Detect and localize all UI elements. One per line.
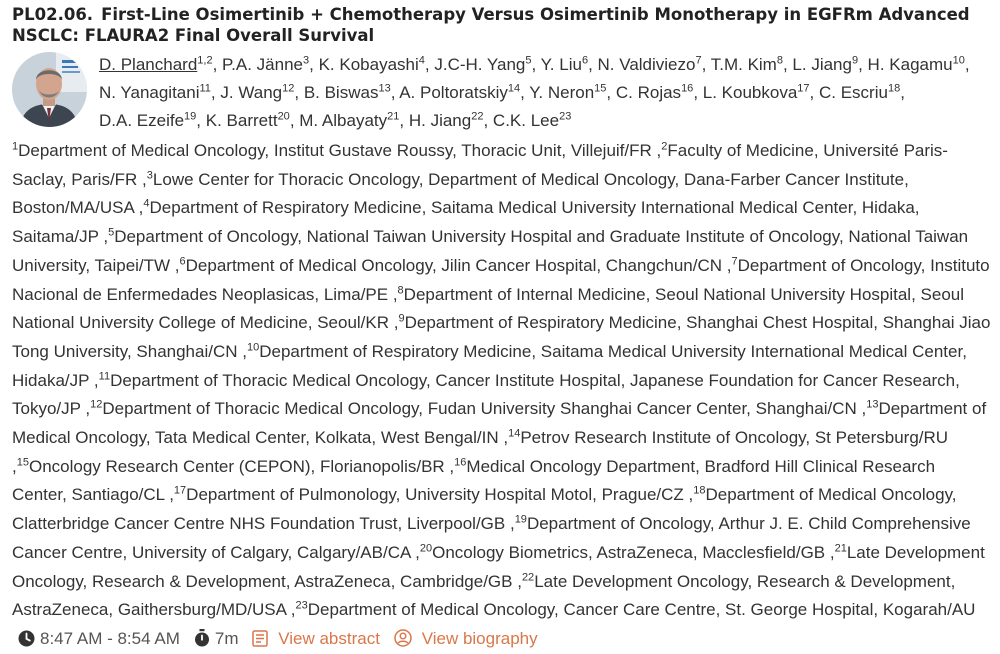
author xyxy=(792,55,858,74)
session-title xyxy=(12,4,992,46)
author-affiliation-number: 8 xyxy=(776,54,783,67)
author xyxy=(222,55,309,74)
author xyxy=(99,83,211,102)
author xyxy=(868,55,965,74)
affiliation-number: 5 xyxy=(108,226,115,239)
author-name: A. Poltoratskiy xyxy=(399,83,508,102)
affiliation-text: Department of Oncology, National Taiwan University Hospital and Graduate Institute of Oncology, National Taiwan University, Taipei/TW xyxy=(12,227,969,275)
stopwatch-icon xyxy=(194,629,210,647)
session-code: PL02.06. xyxy=(12,5,94,24)
author-affiliation-number: 7 xyxy=(695,54,702,67)
affiliation-text: Medical Oncology Department, Bradford Hill Clinical Research Center, Santiago/CL xyxy=(12,456,936,505)
session-meta xyxy=(18,629,538,648)
presenter-photo xyxy=(12,52,87,127)
author-affiliation-number: 12 xyxy=(282,82,295,95)
author-name: K. Barrett xyxy=(205,111,278,130)
time-slot xyxy=(18,629,180,648)
author xyxy=(819,83,900,102)
affiliation-number: 7 xyxy=(731,255,738,268)
affiliation-number: 20 xyxy=(419,542,433,555)
affiliation-item xyxy=(174,485,684,504)
clock-icon xyxy=(18,630,35,647)
affiliation-text: Late Development Oncology, Research & Development, AstraZeneca, Cambridge/GB xyxy=(12,542,985,591)
author xyxy=(399,83,520,102)
affiliation-number: 4 xyxy=(143,197,150,210)
author-name: C. Rojas xyxy=(615,83,682,102)
author-affiliation-number: 18 xyxy=(887,82,901,95)
author-affiliation-number: 23 xyxy=(559,110,572,123)
affiliation-number: 23 xyxy=(295,599,308,612)
time-text: 8:47 AM - 8:54 AM xyxy=(40,628,180,648)
author-name: T.M. Kim xyxy=(710,55,777,74)
person-circle-icon xyxy=(394,629,412,647)
affiliation-text: Late Development Oncology, Research & Development, AstraZeneca, Gaithersburg/MD/USA xyxy=(12,571,956,620)
author-list: D. Planchard$^{1,2}$, P.A. Jänne$^3$, K. Kobayashi$^4$, J.C-H. Yang$^5$, Y. Liu$^6$, N. Valdiviezo$^7$, T.M. Kim$^8$, L. Jiang$^9$, H. Kagamu$^{10}$, N. Yanagitani$^{11}$, J. Wang$^{12}$, B. Biswas$^{13}$, A. Poltoratskiy$^{14}$, Y. Neron$^{15}$, C. Rojas$^{16}$, L. Koubkova$^{17}$, C. Escriu$^{18}$, D.A. Ezeife$^{19}$, K. Barrett$^{20}$, M. Albayaty$^{21}$, H. Jiang$^{22}$, C.K. Lee$^{23}$ xyxy=(99,54,970,130)
author-affiliation-number: 15 xyxy=(594,82,607,95)
author-name: L. Jiang xyxy=(792,55,852,74)
author xyxy=(99,111,196,130)
author-name: P.A. Jänne xyxy=(222,55,304,74)
author-name: M. Albayaty xyxy=(299,111,388,130)
affiliation-text: Department of Pulmonology, University Hospital Motol, Prague/CZ xyxy=(186,485,684,505)
affiliations xyxy=(12,137,992,654)
affiliation-text: Department of Respiratory Medicine, Saitama Medical University International Medical Center, Hidaka, Saitama/JP xyxy=(12,198,920,247)
duration-text: 7m xyxy=(214,628,239,648)
view-abstract-label: View abstract xyxy=(278,628,380,648)
author xyxy=(711,55,783,74)
affiliation-number: 6 xyxy=(179,255,186,268)
author-name: K. Kobayashi xyxy=(318,55,419,74)
affiliation-text: Department of Oncology, Instituto Nacional de Enfermedades Neoplasicas, Lima/PE xyxy=(12,255,990,304)
author-name: N. Yanagitani xyxy=(99,83,200,102)
author-affiliation-number: 20 xyxy=(277,110,290,123)
author xyxy=(529,83,606,102)
view-biography-label: View biography xyxy=(421,628,538,648)
authors-row xyxy=(12,51,992,135)
affiliation-text: Department of Medical Oncology, Clatterbridge Cancer Centre NHS Foundation Trust, Liverpool/GB xyxy=(12,485,957,534)
affiliation-text: Department of Medical Oncology, Tata Medical Center, Kolkata, West Bengal/IN xyxy=(12,399,987,448)
author-affiliation-number: 6 xyxy=(581,54,589,67)
affiliation-number: 9 xyxy=(398,312,405,325)
author-name: H. Kagamu xyxy=(867,55,953,74)
affiliation-number: 21 xyxy=(834,542,847,555)
affiliation-number: 17 xyxy=(173,484,187,497)
session-title-text: First-Line Osimertinib + Chemotherapy Versus Osimertinib Monotherapy in EGFRm Advanced NSCLC: FLAURA2 Final Overall Survival xyxy=(12,5,970,45)
author-affiliation-number: 3 xyxy=(303,54,310,67)
author xyxy=(220,83,294,102)
affiliation-text: Department of Respiratory Medicine, Shanghai Chest Hospital, Shanghai Jiao Tong University, Shanghai/CN xyxy=(12,313,991,361)
affiliation-number: 1 xyxy=(12,140,19,153)
affiliation-item xyxy=(17,457,445,476)
presenter-author xyxy=(99,55,213,74)
duration xyxy=(194,629,239,648)
author-name: L. Koubkova xyxy=(702,83,798,102)
affiliation-item xyxy=(180,256,723,275)
author-affiliation-number: 9 xyxy=(851,54,859,67)
presenter-avatar xyxy=(12,52,87,127)
author-name: H. Jiang xyxy=(408,111,472,130)
affiliation-item xyxy=(420,543,825,562)
affiliation-number: 8 xyxy=(397,283,404,296)
author-name: J. Wang xyxy=(220,83,283,102)
affiliation-number: 14 xyxy=(508,427,521,440)
author-affiliation-number: 21 xyxy=(387,110,400,123)
author xyxy=(206,111,290,130)
affiliation-number: 19 xyxy=(514,513,527,526)
affiliation-text: Petrov Research Institute of Oncology, St Petersburg/RU xyxy=(520,428,949,448)
affiliation-text: Department of Respiratory Medicine, Saitama Medical University International Medical Center, Hidaka/JP xyxy=(12,341,967,390)
author xyxy=(616,83,693,102)
author xyxy=(299,111,399,130)
author xyxy=(493,111,571,130)
affiliation-item xyxy=(90,399,857,418)
affiliation-item xyxy=(508,428,948,447)
author-name: J.C-H. Yang xyxy=(434,55,526,74)
affiliation-number: 22 xyxy=(521,570,535,583)
author-affiliation-number: 1,2 xyxy=(197,54,213,67)
affiliation-item xyxy=(12,141,652,160)
affiliation-text: Department of Thoracic Medical Oncology, Fudan University Shanghai Cancer Center, Shanghai/CN xyxy=(102,399,857,419)
affiliation-number: 11 xyxy=(98,369,111,382)
affiliation-text: Department of Thoracic Medical Oncology, Cancer Institute Hospital, Japanese Foundation for Cancer Research, Tokyo/JP xyxy=(12,370,960,419)
affiliation-text: Oncology Research Center (CEPON), Florianopolis/BR xyxy=(28,456,445,476)
affiliation-number: 16 xyxy=(454,456,467,469)
author-name: D. Planchard xyxy=(99,55,198,74)
affiliation-number: 2 xyxy=(661,140,668,153)
author-affiliation-number: 17 xyxy=(797,82,810,95)
author-affiliation-number: 11 xyxy=(199,82,211,95)
author-name: B. Biswas xyxy=(303,83,379,102)
affiliation-number: 12 xyxy=(90,398,103,411)
affiliation-text: Faculty of Medicine, Université Paris-Saclay, Paris/FR xyxy=(12,141,948,189)
author-name: C. Escriu xyxy=(818,83,888,102)
author xyxy=(319,55,425,74)
author-affiliation-number: 4 xyxy=(418,54,425,67)
author xyxy=(434,55,531,74)
author-affiliation-number: 14 xyxy=(507,82,521,95)
author-name: Y. Neron xyxy=(529,83,595,102)
author-affiliation-number: 10 xyxy=(952,54,965,67)
author xyxy=(598,55,702,74)
affiliation-text: Department of Medical Oncology, Institut Gustave Roussy, Thoracic Unit, Villejuif/FR xyxy=(18,141,652,160)
affiliation-text: Lowe Center for Thoracic Oncology, Department of Medical Oncology, Dana-Farber Cancer Institute, Boston/MA/USA xyxy=(12,169,909,218)
author xyxy=(304,83,391,102)
author-affiliation-number: 19 xyxy=(184,110,197,123)
author xyxy=(409,111,484,130)
document-icon xyxy=(252,630,268,647)
author-name: Y. Liu xyxy=(540,55,582,74)
author-affiliation-number: 22 xyxy=(471,110,484,123)
affiliation-text: Department of Medical Oncology, Jilin Cancer Hospital, Changchun/CN xyxy=(185,255,723,275)
author-name: N. Valdiviezo xyxy=(597,55,696,74)
affiliation-number: 18 xyxy=(693,484,706,497)
affiliation-number: 13 xyxy=(866,398,879,411)
affiliation-text: Department of Medical Oncology, Cancer Care Centre, St. George Hospital, Kogarah/AU xyxy=(307,600,976,620)
affiliation-list: $^1$Department of Medical Oncology, Institut Gustave Roussy, Thoracic Unit, Villejuif/FR ,$^2$Faculty of Medicine, Université Paris-Saclay, Paris/FR ,$^3$Lowe Center for Thoracic Oncology, Department of Medical Oncology, Dana-Farber Cancer Institute, Boston/MA/USA ,$^4$Department of Respiratory Medicine, Saitama Medical University International Medical Center, Hidaka, Saitama/JP ,$^5$Department of Oncology, National Taiwan University Hospital and Graduate Institute of Oncology, National Taiwan University, Taipei/TW ,$^6$Department of Medical Oncology, Jilin Cancer Hospital, Changchun/CN ,$^7$Department of Oncology, Instituto Nacional de Enfermedades Neoplasicas, Lima/PE ,$^8$Department of Internal Medicine, Seoul National University Hospital, Seoul National University College of Medicine, Seoul/KR ,$^9$Department of Respiratory Medicine, Shanghai Chest Hospital, Shanghai Jiao Tong University, Shanghai/CN ,$^{10}$Department of Respiratory Medicine, Saitama Medical University International Medical Center, Hidaka/JP ,$^{11}$Department of Thoracic Medical Oncology, Cancer Institute Hospital, Japanese Foundation for Cancer Research, Tokyo/JP ,$^{12}$Department of Thoracic Medical Oncology, Fudan University Shanghai Cancer Center, Shanghai/CN ,$^{13}$Department of Medical Oncology, Tata Medical Center, Kolkata, West Bengal/IN ,$^{14}$Petrov Research Institute of Oncology, St Petersburg/RU ,$^{15}$Oncology Research Center (CEPON), Florianopolis/BR ,$^{16}$Medical Oncology Department, Bradford Hill Clinical Research Center, Santiago/CL ,$^{17}$Department of Pulmonology, University Hospital Motol, Prague/CZ ,$^{18}$Department of Medical Oncology, Clatterbridge Cancer Centre NHS Foundation Trust, Liverpool/GB ,$^{19}$Department of Oncology, Arthur J. E. Child Comprehensive Cancer Centre, University of Calgary, Calgary/AB/CA ,$^{20}$Oncology Biometrics, AstraZeneca, Macclesfield/GB ,$^{21}$Late Development Oncology, Research & Development, AstraZeneca, Cambridge/GB ,$^{22}$Late Development Oncology, Research & Development, AstraZeneca, Gaithersburg/MD/USA ,$^{23}$Department of Medical Oncology, Cancer Care Centre, St. George Hospital, Kogarah/AU xyxy=(12,140,991,620)
author xyxy=(541,55,588,74)
author-affiliation-number: 16 xyxy=(681,82,694,95)
affiliation-item xyxy=(295,600,975,619)
affiliation-number: 3 xyxy=(146,169,153,182)
affiliation-number: 10 xyxy=(246,341,260,354)
author-name: C.K. Lee xyxy=(492,111,560,130)
affiliation-number: 15 xyxy=(16,456,29,469)
affiliation-text: Department of Oncology, Arthur J. E. Child Comprehensive Cancer Centre, University of Calgary, Calgary/AB/CA xyxy=(12,514,971,562)
view-abstract-link[interactable] xyxy=(252,629,379,648)
author-affiliation-number: 13 xyxy=(378,82,391,95)
affiliation-text: Department of Internal Medicine, Seoul National University Hospital, Seoul National University College of Medicine, Seoul/KR xyxy=(12,284,965,333)
author-name: D.A. Ezeife xyxy=(99,111,185,130)
affiliation-text: Oncology Biometrics, AstraZeneca, Macclesfield/GB xyxy=(432,542,826,562)
author-affiliation-number: 5 xyxy=(525,54,532,67)
author xyxy=(703,83,810,102)
view-biography-link[interactable] xyxy=(394,629,538,648)
